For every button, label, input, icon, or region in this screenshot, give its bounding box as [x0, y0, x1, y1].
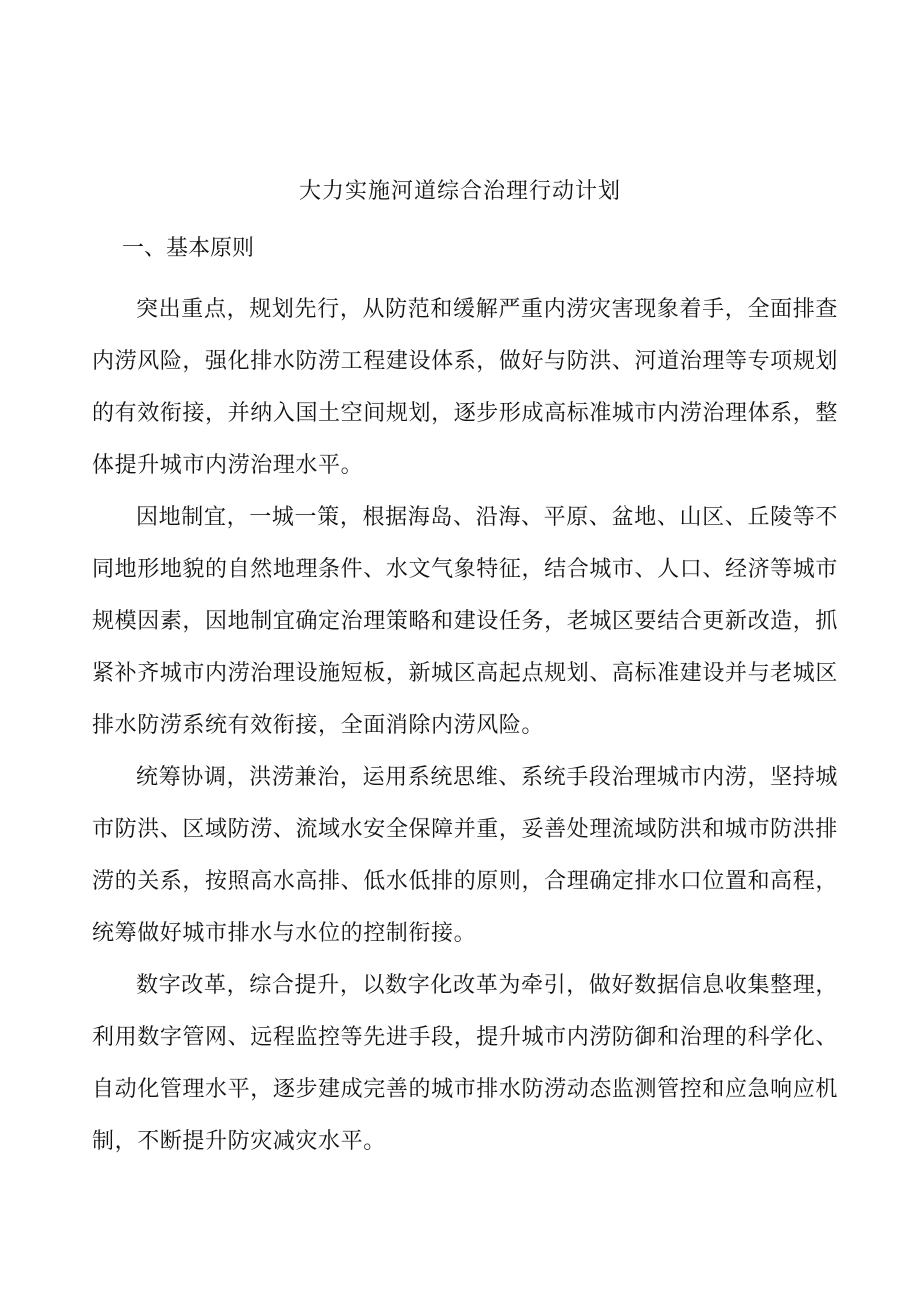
paragraph-1: 突出重点，规划先行，从防范和缓解严重内涝灾害现象着手，全面排查内涝风险，强化排水防涝工程建设体系，做好与防洪、河道治理等专项规划的有效衔接，并纳入国土空间规划，逐步形成高标准城市内涝治理体系，整体提升城市内涝治理水平。	[92, 297, 838, 478]
paragraph-4: 数字改革，综合提升，以数字化改革为牵引，做好数据信息收集整理，利用数字管网、远程监控等先进手段，提升城市内涝防御和治理的科学化、自动化管理水平，逐步建成完善的城市排水防涝动态监测管控和应急响应机制，不断提升防灾减灾水平。	[92, 973, 838, 1154]
document-body	[92, 284, 838, 1168]
document-title: 大力实施河道综合治理行动计划	[298, 179, 621, 204]
paragraph-2: 因地制宜，一城一策，根据海岛、沿海、平原、盆地、山区、丘陵等不同地形地貌的自然地理条件、水文气象特征，结合城市、人口、经济等城市规模因素，因地制宜确定治理策略和建设任务，老城区要结合更新改造，抓紧补齐城市内涝治理设施短板，新城区高起点规划、高标准建设并与老城区排水防涝系统有效衔接，全面消除内涝风险。	[92, 505, 838, 738]
paragraph-3: 统筹协调，洪涝兼治，运用系统思维、系统手段治理城市内涝，坚持城市防洪、区域防涝、流域水安全保障并重，妥善处理流域防洪和城市防洪排涝的关系，按照高水高排、低水低排的原则，合理确定排水口位置和高程，统筹做好城市排水与水位的控制衔接。	[92, 765, 838, 946]
section-heading: 一、基本原则	[122, 236, 255, 261]
